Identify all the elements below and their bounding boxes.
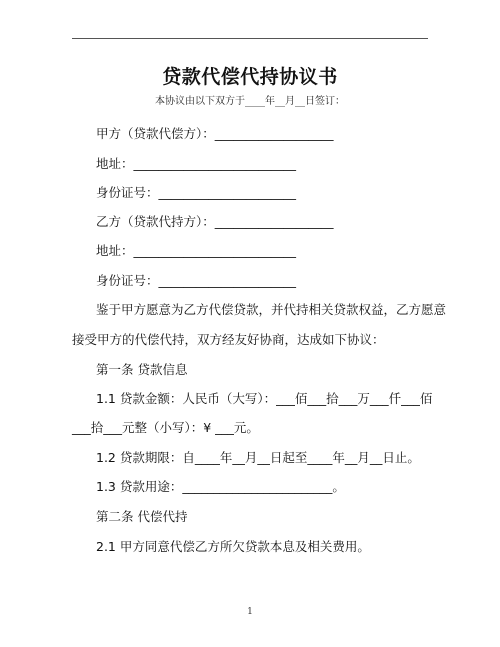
party-a-line: 甲方（贷款代偿方）：___________________ — [96, 126, 334, 141]
recital-paragraph-line-1: 鉴于甲方愿意为乙方代偿贷款，并代持相关贷款权益，乙方愿意 — [96, 302, 447, 317]
header-rule — [72, 38, 428, 39]
document-subtitle: 本协议由以下双方于____年__月__日签订： — [155, 96, 345, 107]
recital-paragraph-line-2: 接受甲方的代偿代持，双方经友好协商，达成如下协议： — [72, 332, 385, 347]
article-2-heading: 第二条 代偿代持 — [96, 509, 188, 524]
party-a-id-line: 身份证号：______________________ — [96, 185, 297, 200]
article-1-heading: 第一条 贷款信息 — [96, 362, 188, 377]
page-number: 1 — [247, 607, 253, 617]
party-b-id-line: 身份证号：______________________ — [96, 273, 297, 288]
clause-1-1-line-1: 1.1 贷款金额：人民币（大写）：___佰___拾___万___仟___佰 — [96, 391, 433, 406]
document-title: 贷款代偿代持协议书 — [162, 66, 338, 88]
party-b-address-line: 地址：__________________________ — [96, 243, 297, 258]
clause-2-1: 2.1 甲方同意代偿乙方所欠贷款本息及相关费用。 — [96, 539, 370, 554]
party-a-address-line: 地址：__________________________ — [96, 156, 297, 171]
clause-1-3: 1.3 贷款用途：________________________。 — [96, 479, 345, 494]
clause-1-1-line-2: ___拾___元整（小写）：¥ ___元。 — [72, 420, 259, 435]
clause-1-2: 1.2 贷款期限：自____年__月__日起至____年__月__日止。 — [96, 450, 420, 465]
party-b-line: 乙方（贷款代持方）：___________________ — [96, 214, 334, 229]
